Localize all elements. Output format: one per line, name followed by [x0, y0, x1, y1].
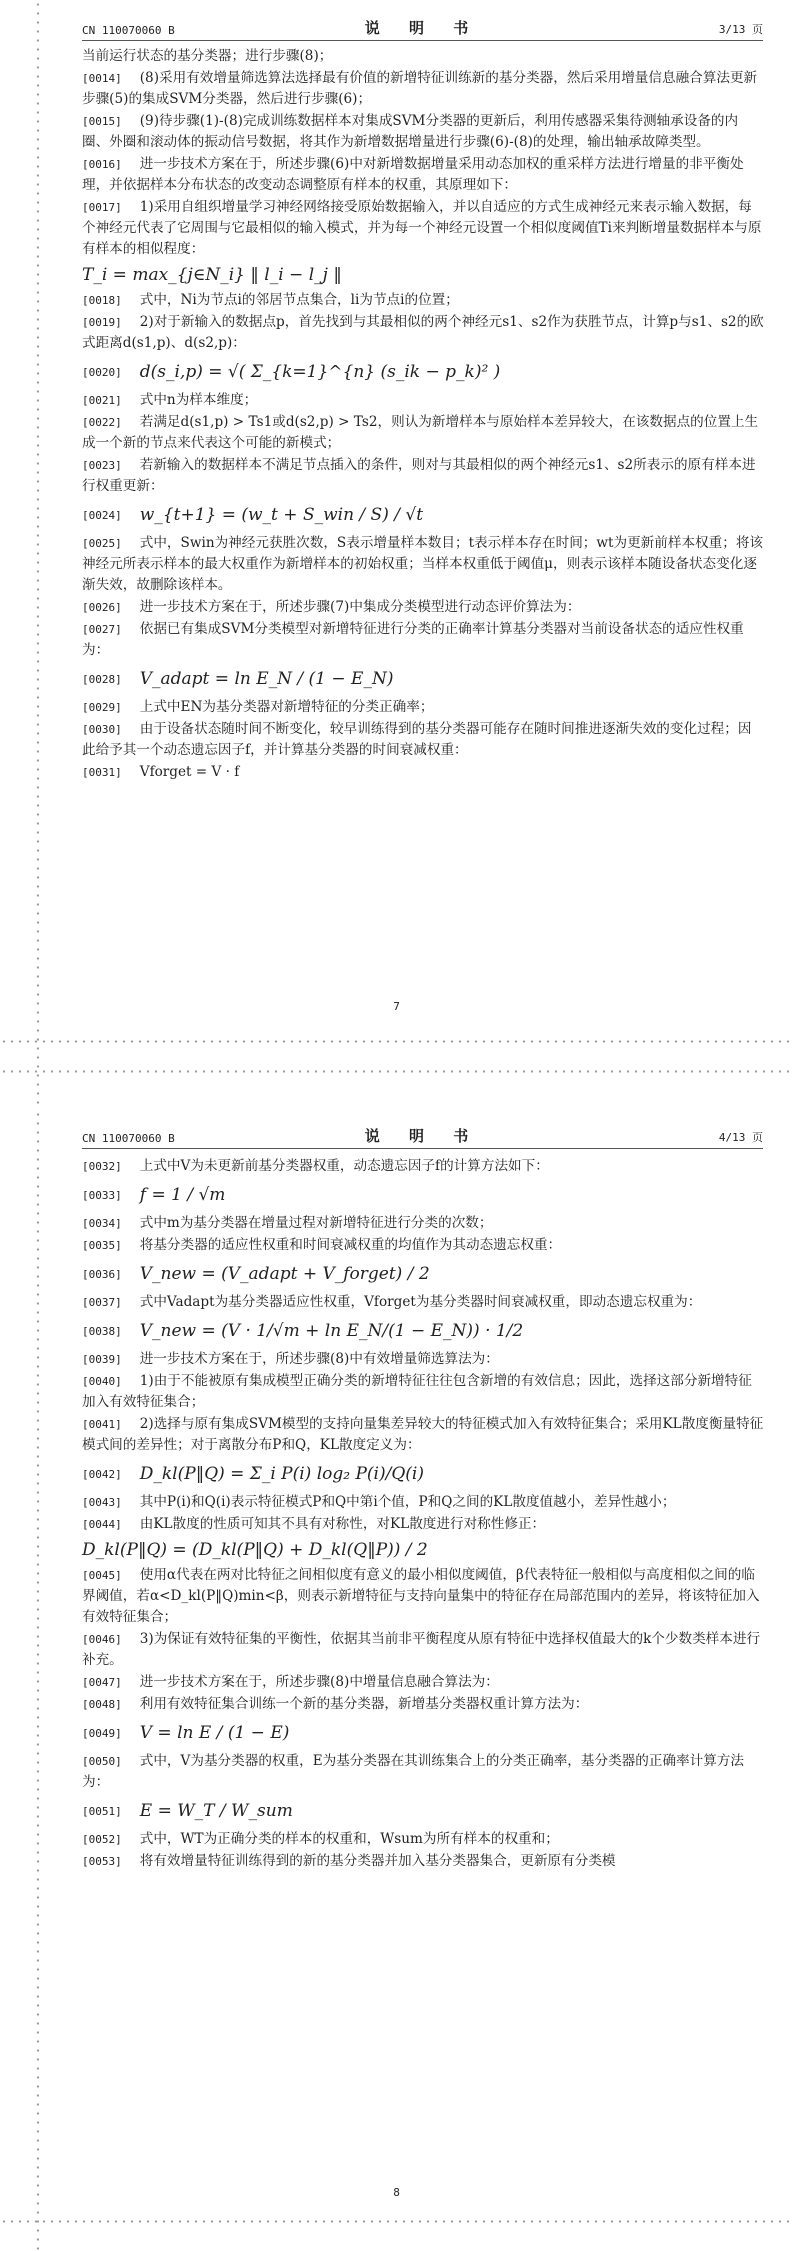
- paragraph-0019: [82, 312, 764, 354]
- paragraph-number: [0025]: [82, 537, 122, 550]
- paragraph-0016: [82, 154, 764, 196]
- paragraph-0030: [82, 719, 764, 761]
- paragraph-text: 2)对于新输入的数据点p，首先找到与其最相似的两个神经元s1、s2作为获胜节点，计算p与s1、s2的欧式距离d(s1,p)、d(s2,p)：: [82, 314, 764, 351]
- margin-dot-line: [36, 1110, 40, 2251]
- paragraph-number: [0014]: [82, 72, 122, 85]
- paragraph-number: [0015]: [82, 115, 122, 128]
- paragraph-0048: [82, 1694, 764, 1715]
- paragraph-number: [0050]: [82, 1755, 122, 1768]
- paragraph-0041: [82, 1414, 764, 1456]
- equation-accuracy: E = W_T / W_sum: [139, 1801, 293, 1821]
- paragraph-0034: [82, 1213, 764, 1234]
- paragraph-number: [0053]: [82, 1855, 122, 1868]
- paragraph-number: [0022]: [82, 416, 122, 429]
- paragraph-number: [0049]: [82, 1726, 122, 1740]
- paragraph-0033: [82, 1178, 764, 1212]
- page-indicator: 4/13 页: [718, 1131, 763, 1144]
- equation-new-weight: V_new = (V_adapt + V_forget) / 2: [139, 1264, 430, 1284]
- paragraph-text: 式中，V为基分类器的权重，E为基分类器在其训练集合上的分类正确率，基分类器的正确率计算方法为：: [82, 1753, 745, 1790]
- paragraph-text: 进一步技术方案在于，所述步骤(8)中增量信息融合算法为：: [139, 1674, 499, 1690]
- equation-new-weight-expanded: V_new = (V · 1/√m + ln E_N/(1 − E_N)) · 1/2: [139, 1321, 524, 1341]
- paragraph-number: [0033]: [82, 1188, 122, 1202]
- patent-page-3: [0, 0, 793, 1110]
- paragraph-0017: [82, 197, 764, 260]
- equation-adapt-weight: V_adapt = ln E_N / (1 − E_N): [139, 669, 394, 689]
- paragraph-0022: [82, 412, 764, 454]
- paragraph-number: [0039]: [82, 1353, 122, 1366]
- equation-threshold: T_i = max_{j∈N_i} ‖ l_i − l_j ‖: [82, 265, 342, 285]
- paragraph-number: [0043]: [82, 1496, 122, 1509]
- paragraph-0039: [82, 1349, 764, 1370]
- paragraph-number: [0019]: [82, 316, 122, 329]
- paragraph-0027: [82, 619, 764, 661]
- paragraph-number: [0029]: [82, 701, 122, 714]
- paragraph-text: 若新输入的数据样本不满足节点插入的条件，则对与其最相似的两个神经元s1、s2所表示的原有样本进行权重更新：: [82, 457, 756, 494]
- paragraph-number: [0024]: [82, 508, 122, 522]
- patent-number: CN 110070060 B: [82, 24, 175, 37]
- paragraph-number: [0020]: [82, 365, 122, 379]
- paragraph-0029: [82, 697, 764, 718]
- paragraph-text: 1)采用自组织增量学习神经网络接受原始数据输入，并以自适应的方式生成神经元来表示输入数据，每个神经元代表了它周围与它最相似的输入模式，并为每一个神经元设置一个相似度阈值Ti来判断增量数据样本与原有样本的相似程度：: [82, 199, 762, 257]
- paragraph-number: [0051]: [82, 1804, 122, 1818]
- paragraph-0038: [82, 1314, 764, 1348]
- page-body: [82, 46, 764, 784]
- paragraph-number: [0028]: [82, 672, 122, 686]
- paragraph-text: 进一步技术方案在于，所述步骤(6)中对新增数据增量采用动态加权的重采样方法进行增量的非平衡处理，并依据样本分布状态的改变动态调整原有样本的权重，其原理如下：: [82, 156, 744, 193]
- page-separator: [0, 2220, 793, 2223]
- paragraph-number: [0047]: [82, 1676, 122, 1689]
- paragraph-number: [0040]: [82, 1375, 122, 1388]
- paragraph-0032: [82, 1156, 764, 1177]
- page-body: [82, 1156, 764, 1873]
- paragraph-0042: [82, 1457, 764, 1491]
- paragraph-text: 上式中V为未更新前基分类器权重，动态遗忘因子f的计算方法如下：: [139, 1158, 549, 1174]
- page-number: 8: [393, 2186, 400, 2199]
- paragraph-0053: [82, 1851, 764, 1872]
- paragraph-text: 1)由于不能被原有集成模型正确分类的新增特征往往包含新增的有效信息；因此，选择这部分新增特征加入有效特征集合；: [82, 1373, 752, 1410]
- paragraph-text: 式中m为基分类器在增量过程对新增特征进行分类的次数；: [139, 1215, 493, 1231]
- paragraph-text: 上式中EN为基分类器对新增特征的分类正确率；: [139, 699, 434, 715]
- paragraph-number: [0021]: [82, 394, 122, 407]
- paragraph-text: 由KL散度的性质可知其不具有对称性，对KL散度进行对称性修正：: [139, 1516, 546, 1532]
- paragraph-0040: [82, 1371, 764, 1413]
- paragraph-0026: [82, 597, 764, 618]
- equation-forget-factor: f = 1 / √m: [139, 1185, 226, 1205]
- paragraph-text: (8)采用有效增量筛选算法选择最有价值的新增特征训练新的基分类器，然后采用增量信息融合算法更新步骤(5)的集成SVM分类器，然后进行步骤(6)；: [82, 70, 758, 107]
- equation-classifier-weight: V = ln E / (1 − E): [139, 1723, 290, 1743]
- paragraph-number: [0041]: [82, 1418, 122, 1431]
- patent-number: CN 110070060 B: [82, 1132, 175, 1145]
- paragraph-0031: [82, 762, 764, 783]
- document-title: 说 明 书: [364, 1127, 481, 1145]
- paragraph-0050: [82, 1751, 764, 1793]
- page-header: [82, 1126, 763, 1149]
- page-separator: [0, 1040, 793, 1043]
- paragraph-text: Vforget = V · f: [139, 764, 240, 780]
- patent-page-4: [0, 1110, 793, 2251]
- paragraph-number: [0034]: [82, 1217, 122, 1230]
- page-number: 7: [393, 1000, 400, 1013]
- paragraph-0049: [82, 1716, 764, 1750]
- paragraph-number: [0030]: [82, 723, 122, 736]
- paragraph-number: [0017]: [82, 201, 122, 214]
- document-title: 说 明 书: [364, 19, 481, 37]
- page-header: [82, 18, 763, 41]
- paragraph-0014: [82, 68, 764, 110]
- paragraph-number: [0031]: [82, 766, 122, 779]
- paragraph-number: [0052]: [82, 1833, 122, 1846]
- paragraph-number: [0048]: [82, 1698, 122, 1711]
- paragraph-0052: [82, 1829, 764, 1850]
- margin-dot-line: [36, 0, 40, 1110]
- paragraph-text: 若满足d(s1,p) > Ts1或d(s2,p) > Ts2，则认为新增样本与原始样本差异较大，在该数据点的位置上生成一个新的节点来代表这个可能的新模式；: [82, 414, 759, 451]
- paragraph-number: [0016]: [82, 158, 122, 171]
- equation-kl-divergence: D_kl(P‖Q) = Σ_i P(i) log₂ P(i)/Q(i): [139, 1464, 424, 1484]
- paragraph-text: 进一步技术方案在于，所述步骤(7)中集成分类模型进行动态评价算法为：: [139, 599, 581, 615]
- paragraph-number: [0018]: [82, 294, 122, 307]
- paragraph-number: [0044]: [82, 1518, 122, 1531]
- equation-symmetric-kl: D_kl(P‖Q) = (D_kl(P‖Q) + D_kl(Q‖P)) / 2: [82, 1540, 428, 1560]
- paragraph-0051: [82, 1794, 764, 1828]
- paragraph-number: [0037]: [82, 1296, 122, 1309]
- paragraph-text: 使用α代表在两对比特征之间相似度有意义的最小相似度阈值，β代表特征一般相似与高度相似之间的临界阈值，若α<D_kl(P‖Q)min<β，则表示新增特征与支持向量集中的特征存在局部范围内的差异，将该特征加入有效特征集合；: [82, 1567, 760, 1625]
- page-indicator: 3/13 页: [718, 23, 763, 36]
- paragraph-number: [0042]: [82, 1467, 122, 1481]
- paragraph-text: 式中，WT为正确分类的样本的权重和，Wsum为所有样本的权重和；: [139, 1831, 559, 1847]
- paragraph: [82, 46, 764, 67]
- paragraph-number: [0045]: [82, 1569, 122, 1582]
- equation-weight-update: w_{t+1} = (w_t + S_win / S) / √t: [139, 505, 424, 525]
- paragraph-text: 式中Vadapt为基分类器适应性权重，Vforget为基分类器时间衰减权重，即动态遗忘权重为：: [139, 1294, 702, 1310]
- paragraph-text: 由于设备状态随时间不断变化，较早训练得到的基分类器可能存在随时间推进逐渐失效的变化过程；因此给予其一个动态遗忘因子f，并计算基分类器的时间衰减权重：: [82, 721, 752, 758]
- paragraph-number: [0027]: [82, 623, 122, 636]
- paragraph-0045: [82, 1565, 764, 1628]
- paragraph-0025: [82, 533, 764, 596]
- paragraph-text: 依据已有集成SVM分类模型对新增特征进行分类的正确率计算基分类器对当前设备状态的适应性权重为：: [82, 621, 744, 658]
- paragraph-0015: [82, 111, 764, 153]
- paragraph-0044: [82, 1514, 764, 1535]
- paragraph-text: (9)待步骤(1)-(8)完成训练数据样本对集成SVM分类器的更新后，利用传感器采集待测轴承设备的内圈、外圈和滚动体的振动信号数据，将其作为新增数据增量进行步骤(6)-(8)的处理，输出轴承故障类型。: [82, 113, 739, 150]
- paragraph-text: 式中，Swin为神经元获胜次数，S表示增量样本数目；t表示样本存在时间；wt为更新前样本权重；将该神经元所表示样本的最大权重作为新增样本的初始权重；当样本权重低于阈值μ，则表示该样本随设备状态变化逐渐失效，故删除该样本。: [82, 535, 764, 593]
- paragraph-number: [0023]: [82, 459, 122, 472]
- paragraph-0020: [82, 355, 764, 389]
- paragraph-0021: [82, 390, 764, 411]
- paragraph-0046: [82, 1629, 764, 1671]
- paragraph-text: 3)为保证有效特征集的平衡性，依据其当前非平衡程度从原有特征中选择权值最大的k个少数类样本进行补充。: [82, 1631, 761, 1668]
- paragraph-0043: [82, 1492, 764, 1513]
- paragraph-0023: [82, 455, 764, 497]
- paragraph-text: 式中，Ni为节点i的邻居节点集合，li为节点i的位置；: [139, 292, 459, 308]
- paragraph-number: [0046]: [82, 1633, 122, 1646]
- paragraph-text: 将基分类器的适应性权重和时间衰减权重的均值作为其动态遗忘权重：: [139, 1237, 562, 1253]
- paragraph-number: [0026]: [82, 601, 122, 614]
- paragraph-0036: [82, 1257, 764, 1291]
- paragraph-text: 2)选择与原有集成SVM模型的支持向量集差异较大的特征模式加入有效特征集合；采用KL散度衡量特征模式间的差异性；对于离散分布P和Q，KL散度定义为：: [82, 1416, 764, 1453]
- paragraph-0037: [82, 1292, 764, 1313]
- paragraph-text: 式中n为样本维度；: [139, 392, 258, 408]
- page-separator: [0, 1070, 793, 1073]
- paragraph-0024: [82, 498, 764, 532]
- paragraph-0035: [82, 1235, 764, 1256]
- equation-distance: d(s_i,p) = √( Σ_{k=1}^{n} (s_ik − p_k)² ): [139, 362, 501, 382]
- paragraph-number: [0035]: [82, 1239, 122, 1252]
- paragraph-text: 将有效增量特征训练得到的新的基分类器并加入基分类器集合，更新原有分类模: [139, 1853, 616, 1869]
- paragraph-text: 利用有效特征集合训练一个新的基分类器，新增基分类器权重计算方法为：: [139, 1696, 589, 1712]
- paragraph-0018: [82, 290, 764, 311]
- paragraph-0028: [82, 662, 764, 696]
- paragraph-number: [0036]: [82, 1267, 122, 1281]
- paragraph-number: [0038]: [82, 1324, 122, 1338]
- paragraph-text: 其中P(i)和Q(i)表示特征模式P和Q中第i个值，P和Q之间的KL散度值越小，差异性越小；: [139, 1494, 676, 1510]
- paragraph-number: [0032]: [82, 1160, 122, 1173]
- paragraph-text: 当前运行状态的基分类器；进行步骤(8)；: [82, 48, 333, 64]
- paragraph-text: 进一步技术方案在于，所述步骤(8)中有效增量筛选算法为：: [139, 1351, 499, 1367]
- paragraph-0047: [82, 1672, 764, 1693]
